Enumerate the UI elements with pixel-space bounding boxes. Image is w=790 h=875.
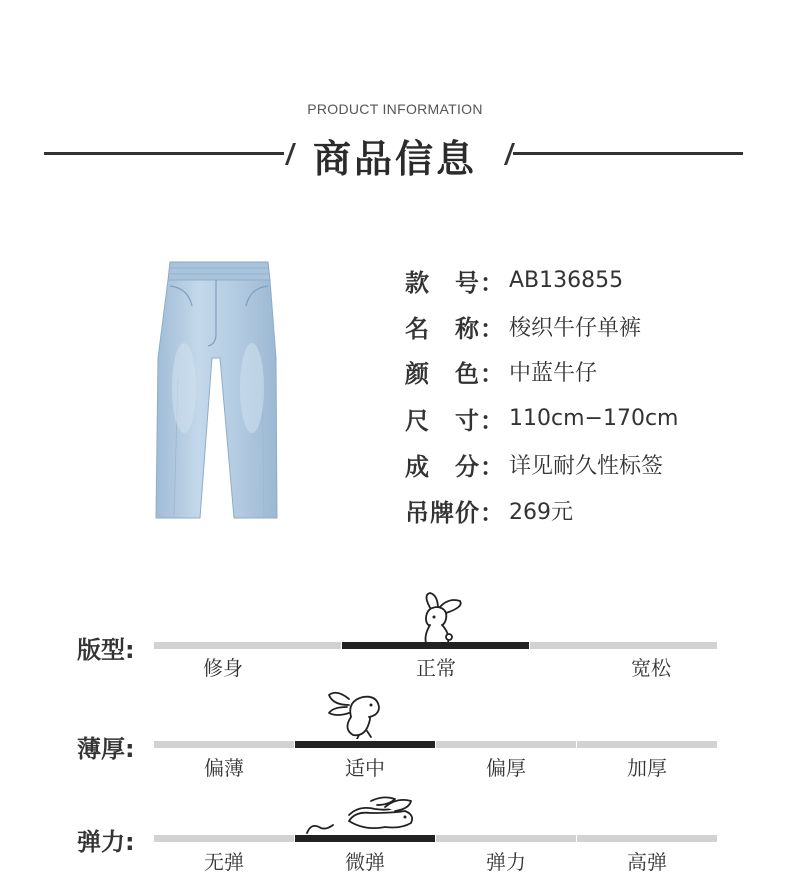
rabbit-running-icon	[305, 793, 423, 838]
info-label: 吊牌价：	[405, 498, 505, 527]
attr-label-thickness: 薄厚:	[77, 735, 135, 763]
rabbit-standing-icon	[412, 589, 468, 645]
info-value: AB136855	[509, 267, 624, 293]
section-subtitle: PRODUCT INFORMATION	[307, 101, 483, 117]
thickness-option-medium: 适中	[345, 756, 385, 780]
info-value: 中蓝牛仔	[509, 360, 598, 386]
attr-label-elasticity: 弹力:	[77, 828, 135, 856]
rabbit-jumping-icon	[323, 683, 387, 739]
fit-option-loose: 宽松	[631, 656, 671, 680]
elasticity-option-none: 无弹	[204, 850, 244, 874]
elasticity-option-slight: 微弹	[345, 850, 385, 874]
info-value: 269元	[509, 499, 573, 525]
elasticity-bar-segment-4	[577, 835, 717, 842]
info-value: 110cm−170cm	[509, 405, 679, 431]
info-label: 颜 色：	[405, 359, 505, 388]
section-title: 商品信息	[312, 137, 477, 181]
attr-label-fit: 版型:	[77, 636, 135, 664]
thickness-option-thin: 偏薄	[204, 756, 244, 780]
fit-option-slim: 修身	[203, 656, 243, 680]
thickness-bar-segment-2-selected	[295, 741, 435, 748]
info-row-price	[405, 495, 573, 525]
info-label: 款 号：	[405, 268, 505, 297]
fit-bar-segment-3	[530, 642, 717, 649]
info-value: 梭织牛仔单裤	[509, 315, 642, 341]
info-label: 尺 寸：	[405, 406, 505, 435]
thickness-bar-segment-3	[436, 741, 576, 748]
elasticity-bar-segment-1	[154, 835, 294, 842]
info-label: 名 称：	[405, 314, 505, 343]
thickness-option-extra-thick: 加厚	[627, 756, 667, 780]
title-right-line	[513, 152, 743, 155]
info-row-size	[405, 403, 678, 433]
thickness-option-thick: 偏厚	[486, 756, 526, 780]
elasticity-option-stretch: 弹力	[486, 850, 526, 874]
fit-option-regular: 正常	[416, 656, 456, 680]
title-left-line	[44, 152, 284, 155]
elasticity-option-high: 高弹	[627, 850, 667, 874]
elasticity-bar-segment-3	[436, 835, 576, 842]
info-label: 成 分：	[405, 452, 505, 481]
thickness-bar-segment-4	[577, 741, 717, 748]
elasticity-bar-segment-2-selected	[295, 835, 435, 842]
info-row-name	[405, 311, 641, 341]
product-image-jeans	[150, 258, 285, 523]
info-row-color	[405, 356, 597, 386]
info-value: 详见耐久性标签	[509, 453, 664, 479]
fit-bar-segment-2-selected	[342, 642, 529, 649]
info-row-composition	[405, 449, 663, 479]
fit-bar-segment-1	[154, 642, 341, 649]
info-row-style-no	[405, 265, 623, 295]
thickness-bar-segment-1	[154, 741, 294, 748]
